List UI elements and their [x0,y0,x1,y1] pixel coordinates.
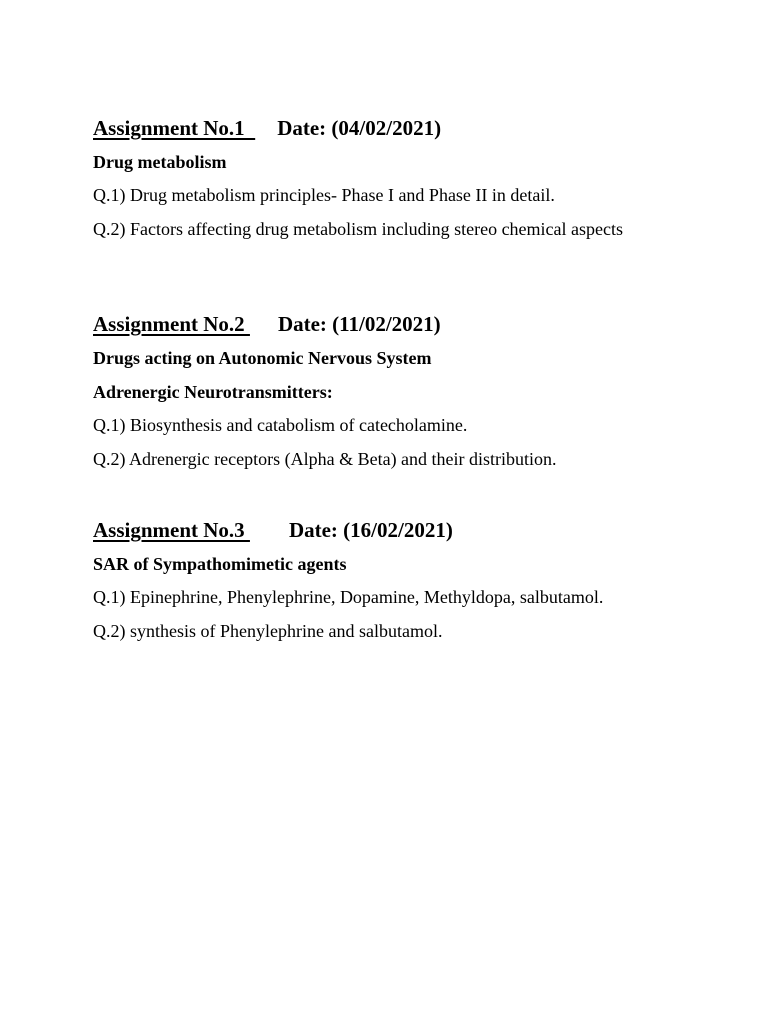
assignment-1-topic: Drug metabolism [93,152,227,172]
assignment-3-heading [93,516,674,544]
assignment-3 [93,516,674,644]
assignment-2-number: Assignment No.2 [93,312,250,336]
assignment-1-heading [93,114,674,142]
assignment-2-heading [93,310,674,338]
assignment-1-question-1: Q.1) Drug metabolism principles- Phase I and Phase II in detail. [93,185,555,205]
assignment-2-question-1: Q.1) Biosynthesis and catabolism of catecholamine. [93,415,468,435]
document-page [93,0,674,1024]
assignment-1 [93,114,674,242]
assignment-1-question-2: Q.2) Factors affecting drug metabolism including stereo chemical aspects [93,219,624,239]
assignment-3-question-1: Q.1) Epinephrine, Phenylephrine, Dopamine, Methyldopa, salbutamol. [93,587,604,607]
assignment-1-date: Date: (04/02/2021) [277,116,442,140]
assignment-2-subtopic: Adrenergic Neurotransmitters: [93,382,333,402]
assignment-3-date: Date: (16/02/2021) [288,518,453,542]
assignment-2-topic: Drugs acting on Autonomic Nervous System [93,348,432,368]
assignment-1-number: Assignment No.1 [93,116,256,140]
assignment-2 [93,310,674,472]
assignment-2-date: Date: (11/02/2021) [277,312,441,336]
assignment-2-question-2: Q.2) Adrenergic receptors (Alpha & Beta) and their distribution. [93,449,557,469]
assignment-3-question-2: Q.2) synthesis of Phenylephrine and salbutamol. [93,621,443,641]
assignment-3-number: Assignment No.3 [93,518,250,542]
assignment-3-topic: SAR of Sympathomimetic agents [93,554,347,574]
